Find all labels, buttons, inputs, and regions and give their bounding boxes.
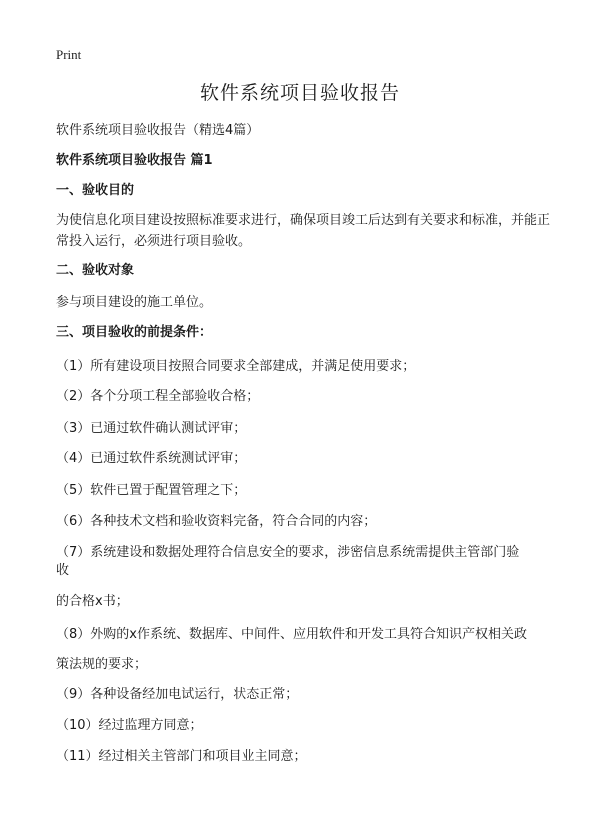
condition-item: （6）各种技术文档和验收资料完备，符合合同的内容； bbox=[56, 514, 377, 529]
condition-item: （2）各个分项工程全部验收合格； bbox=[56, 389, 260, 404]
condition-item: （7）系统建设和数据处理符合信息安全的要求，涉密信息系统需提供主管部门验 bbox=[56, 545, 520, 560]
condition-item-continuation: 的合格x书； bbox=[56, 594, 129, 609]
document-subtitle: 软件系统项目验收报告（精选4篇） bbox=[56, 123, 260, 138]
condition-item: （5）软件已置于配置管理之下； bbox=[56, 483, 247, 498]
condition-item: （4）已通过软件系统测试评审； bbox=[56, 451, 247, 466]
section-heading-object: 二、验收对象 bbox=[56, 263, 135, 278]
section-heading-purpose: 一、验收目的 bbox=[56, 183, 135, 198]
section-body-object: 参与项目建设的施工单位。 bbox=[56, 295, 213, 310]
condition-item: （11）经过相关主管部门和项目业主同意； bbox=[56, 749, 307, 764]
condition-item-continuation: 策法规的要求； bbox=[56, 657, 148, 672]
section-heading-conditions: 三、项目验收的前提条件： bbox=[56, 325, 213, 340]
document-title: 软件系统项目验收报告 bbox=[199, 82, 400, 104]
condition-item: （3）已通过软件确认测试评审； bbox=[56, 421, 247, 436]
condition-item: （1）所有建设项目按照合同要求全部建成，并满足使用要求； bbox=[56, 359, 416, 374]
condition-item: （9）各种设备经加电试运行，状态正常； bbox=[56, 687, 299, 702]
print-link[interactable]: Print bbox=[56, 47, 82, 62]
condition-item: （8）外购的x作系统、数据库、中间件、应用软件和开发工具符合知识产权相关政 bbox=[56, 627, 527, 642]
section-body-purpose: 为使信息化项目建设按照标准要求进行，确保项目竣工后达到有关要求和标准，并能正常投入运行，必须进行项目验收。 bbox=[56, 213, 551, 249]
condition-item: （10）经过监理方同意； bbox=[56, 718, 203, 733]
chapter-heading: 软件系统项目验收报告 篇1 bbox=[56, 153, 213, 168]
condition-item-continuation: 收 bbox=[56, 563, 70, 578]
